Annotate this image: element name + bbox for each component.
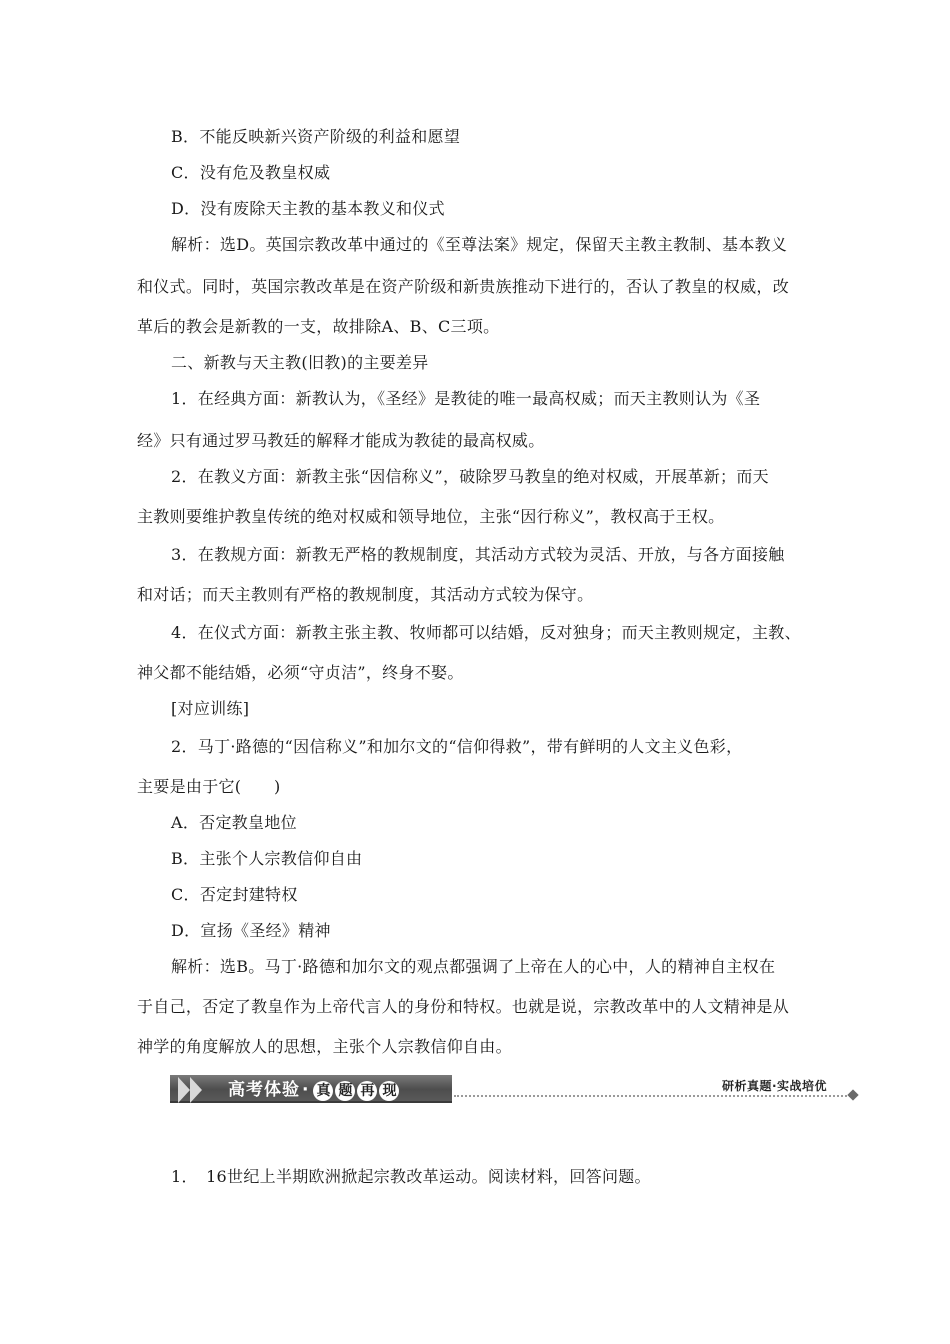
q1-analysis-line-1: 解析：选D。英国宗教改革中通过的《至尊法案》规定，保留天主教主教制、基本教义 (171, 235, 788, 254)
point-4-line-2: 神父都不能结婚，必须“守贞洁”，终身不娶。 (137, 663, 464, 682)
q1-option-b: B．不能反映新兴资产阶级的利益和愿望 (171, 127, 461, 146)
section-banner (170, 1073, 860, 1109)
q1-option-c: C．没有危及教皇权威 (171, 163, 331, 182)
banner-title-main: 高考体验 (228, 1080, 300, 1100)
banner-title-char: 真 (313, 1081, 333, 1101)
training-option-c: C．否定封建特权 (171, 885, 298, 904)
banner-title (228, 1079, 399, 1101)
training-analysis-line-2: 于自己，否定了教皇作为上帝代言人的身份和特权。也就是说，宗教改革中的人文精神是从 (137, 997, 790, 1016)
chevron-right-icon (178, 1077, 190, 1103)
point-4-line-1: 4．在仪式方面：新教主张主教、牧师都可以结婚，反对独身；而天主教则规定，主教、 (171, 623, 801, 642)
point-2-line-2: 主教则要维护教皇传统的绝对权威和领导地位，主张“因行称义”，教权高于王权。 (137, 507, 725, 526)
banner-title-char: 现 (379, 1081, 399, 1101)
point-1-line-1: 1．在经典方面：新教认为，《圣经》是教徒的唯一最高权威；而天主教则认为《圣 (171, 389, 761, 408)
chevron-right-icon (190, 1077, 202, 1103)
training-question-line-2: 主要是由于它( ) (137, 777, 281, 796)
training-label: [对应训练] (171, 699, 250, 718)
q1-option-d: D．没有废除天主教的基本教义和仪式 (171, 199, 445, 218)
point-1-line-2: 经》只有通过罗马教廷的解释才能成为教徒的最高权威。 (137, 431, 545, 450)
banner-title-char: 再 (357, 1081, 377, 1101)
point-2-line-1: 2．在教义方面：新教主张“因信称义”，破除罗马教皇的绝对权威，开展革新；而天 (171, 467, 769, 486)
training-option-b: B．主张个人宗教信仰自由 (171, 849, 363, 868)
point-3-line-1: 3．在教规方面：新教无严格的教规制度，其活动方式较为灵活、开放，与各方面接触 (171, 545, 785, 564)
banner-bar (170, 1075, 452, 1103)
training-analysis-line-3: 神学的角度解放人的思想，主张个人宗教信仰自由。 (137, 1037, 512, 1056)
diamond-icon (847, 1089, 858, 1100)
training-option-d: D．宣扬《圣经》精神 (171, 921, 331, 940)
point-3-line-2: 和对话；而天主教则有严格的教规制度，其活动方式较为保守。 (137, 585, 594, 604)
q1-analysis-line-2: 和仪式。同时，英国宗教改革是在资产阶级和新贵族推动下进行的，否认了教皇的权威，改 (137, 277, 790, 296)
banner-title-char: 题 (335, 1081, 355, 1101)
question-1-prompt: 1． 16世纪上半期欧洲掀起宗教改革运动。阅读材料，回答问题。 (171, 1167, 651, 1186)
training-question-line-1: 2．马丁·路德的“因信称义”和加尔文的“信仰得救”，带有鲜明的人文主义色彩， (171, 737, 743, 756)
training-analysis-line-1: 解析：选B。马丁·路德和加尔文的观点都强调了上帝在人的心中，人的精神自主权在 (171, 957, 776, 976)
banner-dotted-rule (454, 1095, 854, 1097)
training-option-a: A．否定教皇地位 (171, 813, 297, 832)
q1-analysis-line-3: 革后的教会是新教的一支，故排除A、B、C三项。 (137, 317, 500, 336)
section-heading: 二、新教与天主教(旧教)的主要差异 (171, 353, 429, 372)
banner-right-caption: 研析真题·实战培优 (722, 1079, 828, 1093)
banner-title-dot: · (302, 1080, 310, 1100)
